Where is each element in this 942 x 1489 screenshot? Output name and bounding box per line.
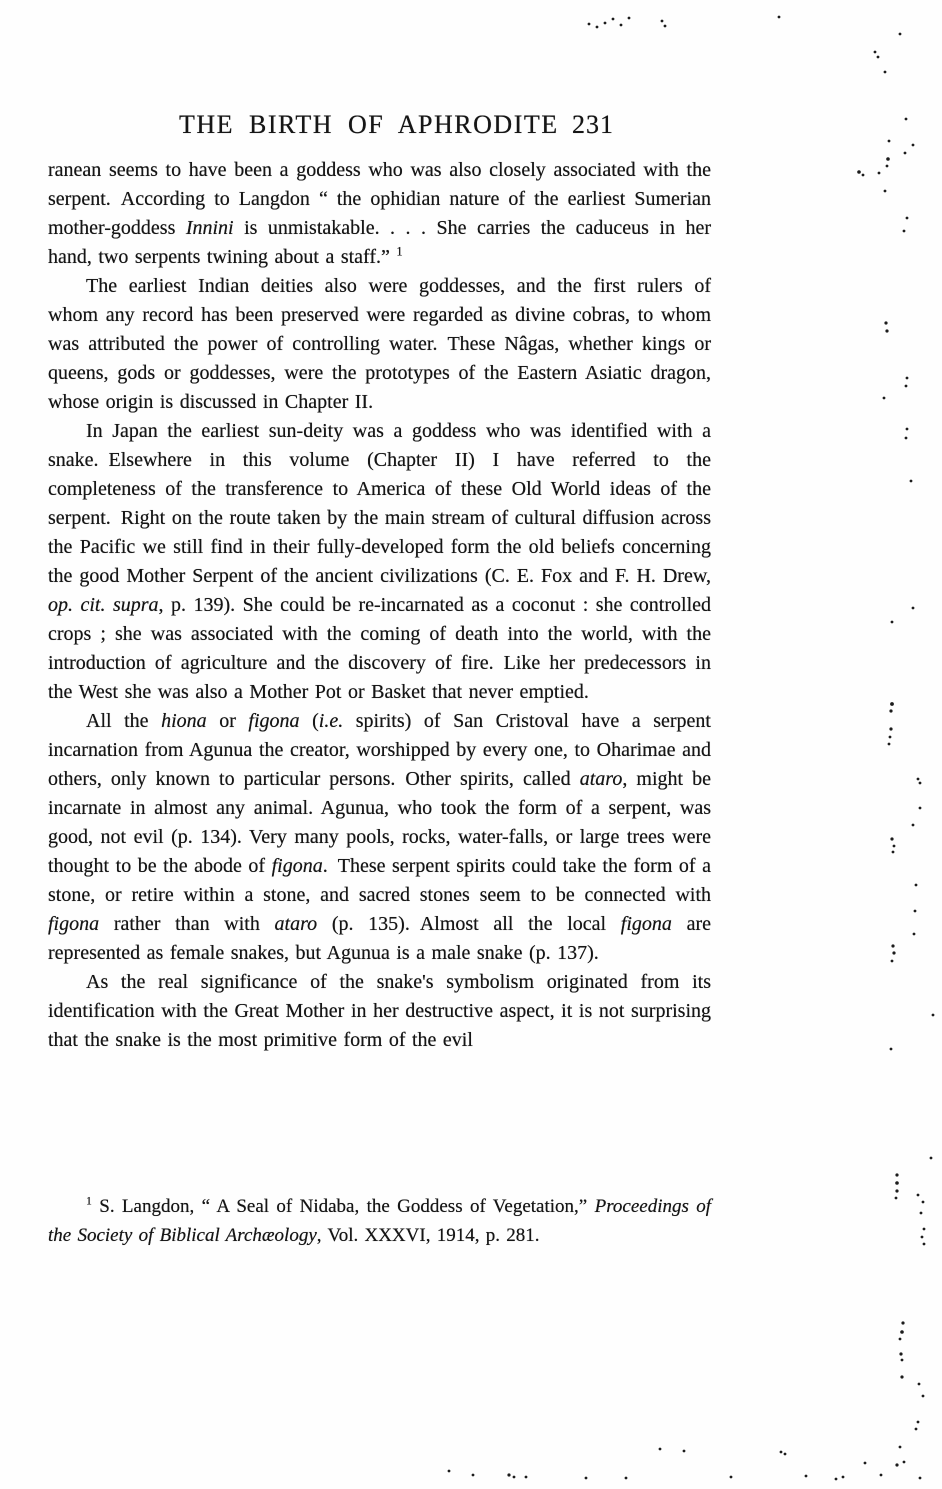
paragraph: [48, 707, 711, 968]
italic-text-run: op. cit. supra: [48, 594, 159, 616]
italic-text-run: figona: [620, 913, 672, 935]
text-run: In Japan the earliest sun-deity was a goddess who was identified with a snake. Elsewhere in this volume (Chapter II) I have referred to the completeness of the transference to America of these Old World ideas of the serpent. Right on the route taken by the main stream of cultural diffusion across the Pacific we still find in their fully-developed form the old beliefs concerning the good Mother Serpent of the ancient civilizations (C. E. Fox and F. H. Drew,: [48, 420, 711, 587]
text-run: . These serpent spirits could take the form of a stone, or retire within a stone, and sacred stones seem to be connected with: [48, 855, 711, 906]
text-run: ranean seems to have been a goddess who was also closely associated with the serpent. According to Langdon “ the ophidian nature of the earliest Sumerian mother-goddess: [48, 159, 711, 239]
text-run: rather than with: [99, 913, 275, 935]
text-run: or: [206, 710, 249, 732]
text-run: , p. 139). She could be re-incarnated as a coconut : she controlled crops ; she was associated with the coming of death into the world, with the introduction of agriculture and the discovery of fire. Like her predecessors in the West she was also a Mother Pot or Basket that never emptied.: [48, 594, 711, 703]
page-title: THE BIRTH OF APHRODITE: [179, 110, 559, 139]
italic-text-run: ataro: [274, 913, 318, 935]
text-run: are represented as female snakes, but Agunua is a male snake (p. 137).: [48, 913, 712, 964]
italic-text-run: figona: [248, 710, 300, 732]
paragraph: [48, 272, 711, 417]
page-header: [48, 110, 711, 144]
text-run: As the real significance of the snake's symbolism originated from its identification with the Great Mother in her destructive aspect, it is not surprising that the snake is the most primitive form of the evil: [48, 971, 711, 1051]
text-run: (: [299, 710, 319, 732]
paragraph: [48, 968, 711, 1055]
italic-text-run: figona: [271, 855, 323, 877]
text-run: , Vol. XXXVI, 1914, p. 281.: [316, 1225, 540, 1246]
footnote-reference-marker: 1: [86, 1194, 92, 1208]
text-run: All the: [86, 710, 162, 732]
paragraph: [48, 417, 711, 707]
text-run: S. Langdon, “ A Seal of Nidaba, the Goddess of Vegetation,”: [91, 1196, 595, 1217]
footnote-text: [48, 1192, 711, 1250]
italic-text-run: ataro: [579, 768, 623, 790]
italic-text-run: figona: [48, 913, 100, 935]
text-run: (p. 135). Almost all the local: [317, 913, 621, 935]
paragraph: [48, 156, 711, 272]
text-run: is unmistakable. . . . She carries the caduceus in her hand, two serpents twining about a staff.”: [48, 217, 711, 268]
italic-text-run: Innini: [185, 217, 234, 239]
italic-text-run: i.e.: [318, 710, 344, 732]
footnote: [48, 1192, 711, 1250]
page-body-text: [48, 156, 711, 1055]
scan-noise-specks: [0, 0, 2, 2]
text-run: The earliest Indian deities also were goddesses, and the first rulers of whom any record has been preserved were regarded as divine cobras, to whom was attributed the power of controlling water. These Nâgas, whether kings or queens, gods or goddesses, were the prototypes of the Eastern Asiatic dragon, whose origin is discussed in Chapter II.: [48, 275, 711, 413]
text-run: spirits) of San Cristoval have a serpent incarnation from Agunua the creator, worshipped by every one, to Oharimae and others, only known to particular persons. Other spirits, called: [48, 710, 711, 790]
text-run: , might be incarnate in almost any animal. Agunua, who took the form of a serpent, was good, not evil (p. 134). Very many pools, rocks, water-falls, or large trees were thought to be the abode of: [48, 768, 712, 877]
page-number: 231: [572, 110, 614, 139]
italic-text-run: hiona: [161, 710, 207, 732]
footnote-reference-marker: 1: [396, 244, 403, 259]
italic-text-run: Proceedings of the Society of Biblical Archæology: [48, 1196, 711, 1246]
